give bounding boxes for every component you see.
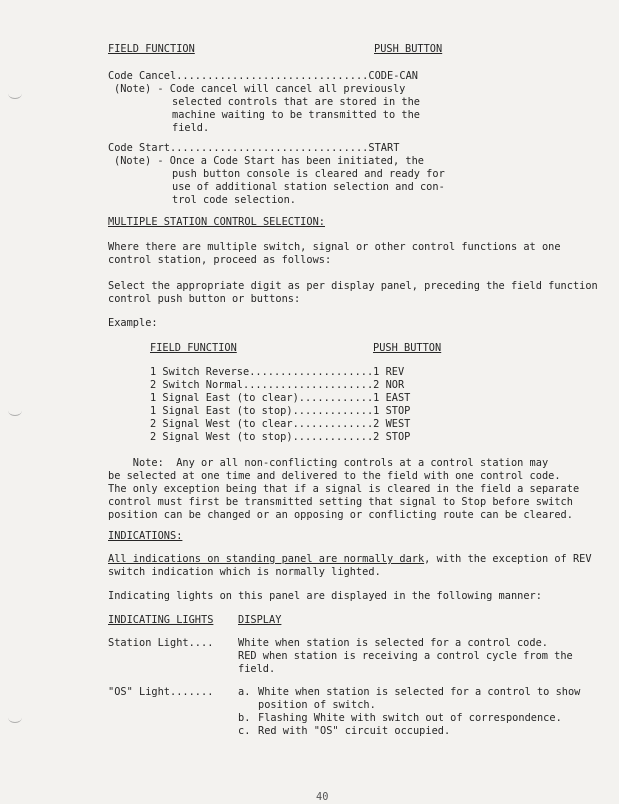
os-item-marker: c.: [238, 725, 251, 737]
example-row: 2 Switch Normal.....................2 NOR: [150, 379, 405, 391]
multiple-paragraph-line: control station, proceed as follows:: [108, 254, 332, 266]
code-cancel-label: Code Cancel: [108, 70, 177, 82]
code-cancel-button-label: CODE-CAN: [368, 70, 418, 82]
note-paragraph-line: control must first be transmitted setting that signal to Stop before switch: [108, 496, 573, 508]
code-start-note-line: use of additional station selection and con-: [172, 181, 445, 193]
os-item-text: White when station is selected for a control to show: [258, 686, 581, 698]
multiple-paragraph-line: Select the appropriate digit as per display panel, preceding the field function: [108, 280, 598, 292]
station-light-label: Station Light....: [108, 637, 214, 649]
multiple-paragraph-line: control push button or buttons:: [108, 293, 301, 305]
indications-paragraph-line: [108, 553, 592, 566]
multiple-paragraph-line: Where there are multiple switch, signal or other control functions at one: [108, 241, 561, 253]
code-start-row: Code Start................................START: [108, 142, 400, 154]
os-item-text: position of switch.: [258, 699, 376, 711]
station-light-text: field.: [238, 663, 276, 675]
binder-hole-mark: [8, 88, 22, 99]
station-light-text: RED when station is receiving a control cycle from the: [238, 650, 573, 662]
display-header: DISPLAY: [238, 614, 282, 626]
example-row: 1 Signal East (to clear)............1 EAST: [150, 392, 411, 404]
os-item-marker: a.: [238, 686, 251, 698]
os-item-text: Flashing White with switch out of correspondence.: [258, 712, 562, 724]
multiple-station-heading: MULTIPLE STATION CONTROL SELECTION:: [108, 216, 325, 228]
code-start-button-label: START: [368, 142, 400, 154]
example-row: 2 Signal West (to clear.............2 WEST: [150, 418, 411, 430]
push-button-header: PUSH BUTTON: [374, 43, 443, 55]
example-push-button-header: PUSH BUTTON: [373, 342, 442, 354]
indications-paragraph-line: switch indication which is normally lighted.: [108, 566, 381, 578]
note-paragraph-line: The only exception being that if a signal is cleared in the field a separate: [108, 483, 580, 495]
code-start-note-line: trol code selection.: [172, 194, 296, 206]
example-row: 2 Signal West (to stop).............2 STOP: [150, 431, 411, 443]
code-start-note-line: push button console is cleared and ready for: [172, 168, 445, 180]
code-cancel-note-line: machine waiting to be transmitted to the: [172, 109, 420, 121]
station-light-text: White when station is selected for a control code.: [238, 637, 548, 649]
indications-paragraph-line: Indicating lights on this panel are displayed in the following manner:: [108, 590, 542, 602]
os-light-label: "OS" Light.......: [108, 686, 214, 698]
note-paragraph-line: Note: Any or all non-conflicting controls at a control station may: [108, 457, 549, 469]
os-item-text: Red with "OS" circuit occupied.: [258, 725, 451, 737]
note-paragraph-line: be selected at one time and delivered to the field with one control code.: [108, 470, 561, 482]
code-cancel-note-line: (Note) - Code cancel will cancel all previously: [114, 83, 406, 95]
indications-heading: INDICATIONS:: [108, 530, 183, 542]
code-start-note-line: (Note) - Once a Code Start has been initiated, the: [114, 155, 424, 167]
example-label: Example:: [108, 317, 158, 329]
os-item-marker: b.: [238, 712, 251, 724]
field-function-header: FIELD FUNCTION: [108, 43, 195, 55]
code-start-label: Code Start: [108, 142, 170, 154]
code-cancel-row: Code Cancel...............................CODE-CAN: [108, 70, 418, 82]
example-row: 1 Signal East (to stop).............1 STOP: [150, 405, 411, 417]
indicating-lights-header: INDICATING LIGHTS: [108, 614, 214, 626]
code-cancel-note-line: selected controls that are stored in the: [172, 96, 420, 108]
page-number: 40: [316, 791, 329, 803]
code-cancel-note-line: field.: [172, 122, 210, 134]
binder-hole-mark: [8, 405, 22, 416]
binder-hole-mark: [8, 712, 22, 723]
indications-rest: , with the exception of REV: [424, 553, 592, 565]
underlined-phrase: All indications on standing panel are normally dark: [108, 553, 425, 565]
example-field-function-header: FIELD FUNCTION: [150, 342, 237, 354]
note-paragraph-line: position can be changed or an opposing or conflicting route can be cleared.: [108, 509, 573, 521]
example-row: 1 Switch Reverse....................1 REV: [150, 366, 405, 378]
